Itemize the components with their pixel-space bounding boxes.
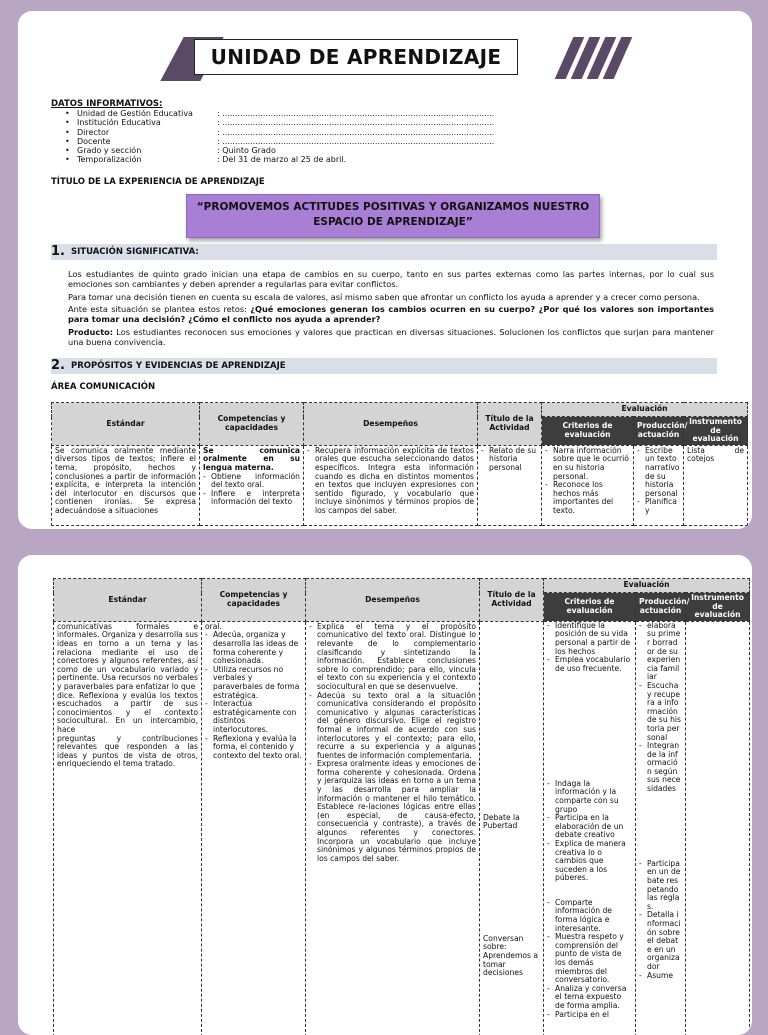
evaluation-table bbox=[51, 402, 748, 526]
header-desempenos: Desempeños bbox=[306, 579, 480, 622]
cell-criterios: - Narra información sobre que le ocurrió en su historia personal. - Reconoce los hechos más importantes del texto. bbox=[542, 445, 634, 525]
experiencia-title: “PROMOVEMOS ACTITUDES POSITIVAS Y ORGANIZAMOS NUESTRO ESPACIO DE APRENDIZAJE” bbox=[186, 194, 600, 238]
cell-estandar: comunicativas formales e informales. Organiza y desarrolla sus ideas en torno a un tema y las relaciona mediante el uso de conectores y algunos referentes, así como de un vocabulario variado y pertinente. Usa recursos no verbales y paraverbales para enfatizar lo que dice. Reflexiona y evalúa los textos escuchados a partir de sus conocimientos y el contexto sociocultural. En un intercambio, hace preguntas y contribuciones relevantes que responden a las ideas y puntos de vista de otros, enriqueciendo el tema tratado. bbox=[54, 621, 202, 1035]
paragraph: Los estudiantes de quinto grado inician una etapa de cambios en su cuerpo, tanto en sus partes externas como las partes internas, por lo cual sus emociones son cambiantes y deben aprender a regularlas para evitar conflictos. bbox=[68, 269, 714, 289]
header-estandar: Estándar bbox=[54, 579, 202, 622]
experiencia-label: TÍTULO DE LA EXPERIENCIA DE APRENDIZAJE bbox=[51, 177, 265, 187]
datos-list bbox=[65, 109, 577, 165]
header-titulo: Título de la Actividad bbox=[480, 579, 544, 622]
header-produccion: Producción/ actuación bbox=[636, 593, 686, 622]
header-criterios: Criterios de evaluación bbox=[542, 417, 634, 446]
section-heading: 1. SITUACIÓN SIGNIFICATIVA: bbox=[51, 244, 717, 260]
cell-estandar: Se comunica oralmente mediante diversos tipos de textos; infiere el tema, propósito, hechos y conclusiones a partir de información explícita, e interpreta la intención del interlocutor en discursos que contienen ironías. Se expresa adecuándose a situaciones bbox=[52, 445, 200, 525]
evaluation-table-continued bbox=[53, 578, 750, 1035]
datos-row: • Unidad de Gestión Educativa : ........................................................................................................... bbox=[65, 109, 495, 118]
datos-title: DATOS INFORMATIVOS: bbox=[51, 99, 163, 109]
cell-competencias: oral. - Adecúa, organiza y desarrolla las ideas de forma coherente y cohesionada. - Utiliza recursos no verbales y paraverbales de forma estratégica. - Interactúa estratégicamente con distintos interlocutores. - Reflexiona y evalúa la forma, el contenido y contexto del texto oral. bbox=[202, 621, 306, 1035]
header-competencias: Competencias y capacidades bbox=[202, 579, 306, 622]
header-titulo: Título de la Actividad bbox=[478, 403, 542, 446]
header-instrumento: Instrumento de evaluación bbox=[686, 593, 750, 622]
cell-produccion: - elabora su primer borrador de su experiencia familiar - Escucha y recuperа a información de su historia personal - Integran de la información según sus necesidades - Participa en un debate respetando las reglas. - Detalla información sobre el debate en un organizador - Asume bbox=[636, 621, 686, 1035]
titulo-debate: Debate la Pubertad bbox=[483, 812, 520, 831]
datos-row: • Grado y sección : Quinto Grado bbox=[65, 146, 276, 156]
page-title: UNIDAD DE APRENDIZAJE bbox=[194, 39, 518, 75]
header-competencias: Competencias y capacidades bbox=[200, 403, 304, 446]
document-page-1 bbox=[18, 11, 752, 529]
header-estandar: Estándar bbox=[52, 403, 200, 446]
cell-desempenos: - Explica el tema y el propósito comunicativo del texto oral. Distingue lo relevante de lo complementario clasificando y sintetizando la información. Establece conclusiones sobre lo comprendido; para ello, vincula el texto con su experiencia y el contexto sociocultural en que se desenvuelve. - Adecúa su texto oral a la situación comunicativa considerando el propósito comunicativo y algunas características del género discursivo. Elige el registro formal e informal de acuerdo con sus interlocutores y el contexto; para ello, recurre a su experiencia y a algunas fuentes de información complementaria. - Expresa oralmente ideas y emociones de forma coherente y cohesionada. Ordena y jerarquiza las ideas en torno a un tema y las desarrolla para ampliar la información o mantener el hilo temático. Establece re-laciones lógicas entre ellas (en especial, de causa-efecto, consecuencia y contraste), a través de algunos referentes y conectores. Incorpora un vocabulario que incluye sinónimos y algunos términos propios de los campos del saber. bbox=[306, 621, 480, 1035]
paragraph: Para tomar una decisión tienen en cuenta su escala de valores, así mismo saben que afrontar un conflicto los ayuda a aprender y a crecer como persona. bbox=[68, 292, 700, 302]
datos-row: • Temporalización : Del 31 de marzo al 25 de abril. bbox=[65, 155, 347, 165]
paragraph: Producto: Los estudiantes reconocen sus emociones y valores que practican en diversas situaciones. Solucionen los conflictos que surjan para mantener una buena convivencia. bbox=[68, 327, 714, 347]
document-page-2 bbox=[18, 555, 752, 1035]
section-heading: 2. PROPÓSITOS Y EVIDENCIAS DE APRENDIZAJE bbox=[51, 358, 717, 374]
area-title: ÁREA COMUNICACIÓN bbox=[51, 382, 156, 392]
cell-produccion: - Escribe un texto narrativo de su historia personal - Planifica y bbox=[634, 445, 684, 525]
cell-instrumento bbox=[686, 621, 750, 1035]
cell-criterios: - Identifique la posición de su vida personal a partir de los hechos - Emplea vocabulario de uso frecuente. - Indaga la información y la comparte con su grupo - Participa en la elaboración de un debate creativo - Explica de manera creativa lo o cambios que suceden a los púberes. - Comparte información de forma lógica e interesante. - Muestra respeto y comprensión del punto de vista de los demás miembros del conversatorio. - Analiza y conversa el tema expuesto de forma amplia. - Participa en el bbox=[544, 621, 636, 1035]
cell-titulo: - Relato de su historia personal bbox=[478, 445, 542, 525]
header-produccion: Producción/ actuación bbox=[634, 417, 684, 446]
datos-row: • Docente : ........................................................................................................... bbox=[65, 136, 495, 146]
header-desempenos: Desempeños bbox=[304, 403, 478, 446]
cell-instrumento: Lista de cotejos bbox=[684, 445, 748, 525]
cell-titulo bbox=[480, 621, 544, 1035]
cell-competencias: Se comunica oralmente en su lengua materna. - Obtiene información del texto oral. - Infiere e interpreta información del texto bbox=[200, 445, 304, 525]
header-evaluacion: Evaluación bbox=[542, 403, 748, 417]
datos-row: • Institución Educativa : ........................................................................................................... bbox=[65, 118, 495, 128]
header-criterios: Criterios de evaluación bbox=[544, 593, 636, 622]
paragraph: Ante esta situación se plantea estos retos: ¿Qué emociones generan los cambios ocurren en su cuerpo? ¿Por qué los valores son importantes para tomar una decisión? ¿Cómo el conflicto nos ayuda a aprender? bbox=[68, 304, 714, 324]
cell-desempenos: - Recupera información explícita de textos orales que escucha seleccionando datos específicos. Integra esta información cuando es dicha en distintos momentos en textos que incluyen expresiones con sentido figurado, y vocabulario que incluye sinónimos y términos propios de los campos del saber. bbox=[304, 445, 478, 525]
header-instrumento: Instrumento de evaluación bbox=[684, 417, 748, 446]
datos-row: • Director : ........................................................................................................... bbox=[65, 127, 495, 137]
titulo-conversan: Conversan sobre: Aprendemos a tomar decisiones bbox=[483, 933, 539, 978]
header-evaluacion: Evaluación bbox=[544, 579, 750, 593]
